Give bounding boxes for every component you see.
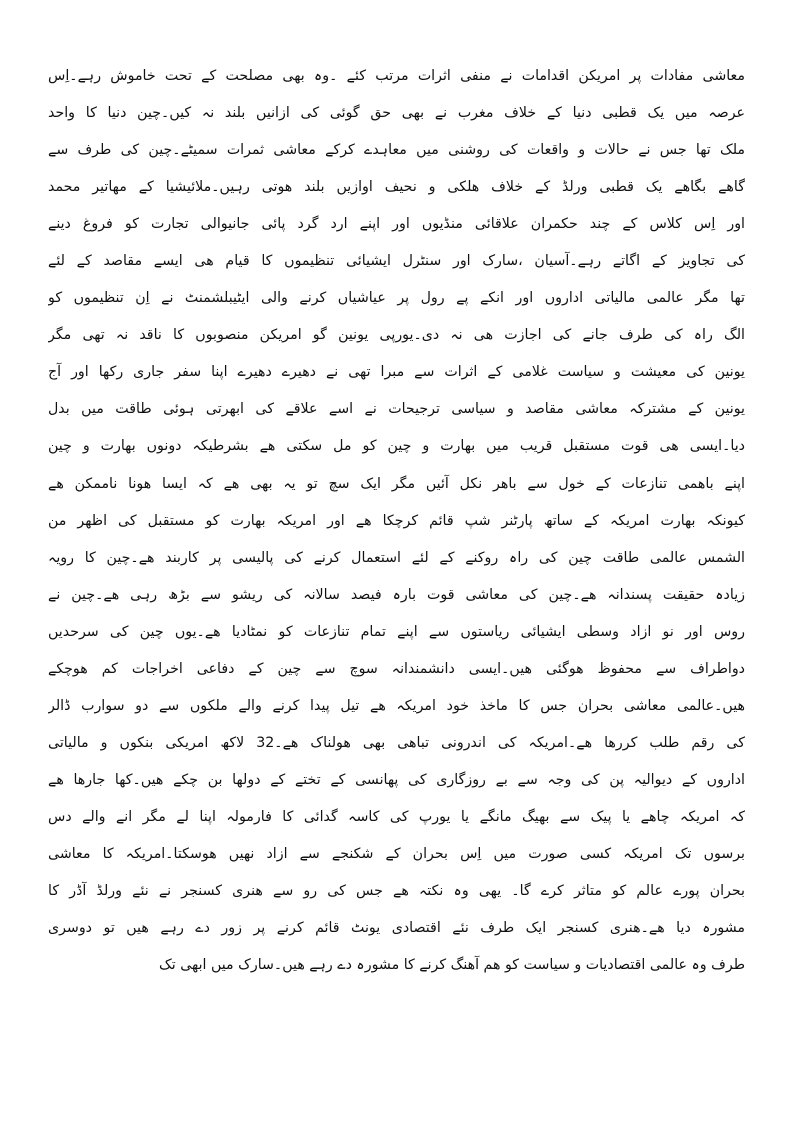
text-line: زیادہ حقیقت پسندانہ ھے۔چین کی معاشی قوت بارہ فیصد سالانہ کی ریشو سے بڑھ رہی ھے۔چین نے (48, 586, 745, 603)
text-line: بحران پورے عالم کو متاثر کرے گا۔ یھی وہ نکتہ ھے جس کی رو سے ھنری کسنجر نے نئے ورلڈ آڈر کا (48, 883, 745, 900)
text-line: اداروں کے دیوالیہ پن کی وجہ سے بے روزگاری کی پھانسی کے تختے کے دولھا بن چکے ھیں۔کھا جارھا ھے (48, 771, 745, 788)
text-line: دواطراف سے محفوظ ھوگئی ھیں۔ایسی دانشمندانہ سوچ سے چین کے دفاعی اخراجات کم ھوچکے (48, 660, 745, 677)
text-line: عرصہ میں یک قطبی دنیا کے خلاف مغرب نے بھی حق گوئی کی ازانیں بلند نہ کیں۔چین دنیا کا واحد (48, 105, 745, 122)
text-line: طرف وہ عالمی اقتصادیات و سیاست کو ھم آھنگ کرنے کا مشورہ دے رہے ھیں۔سارک میں ابھی تک (159, 957, 745, 974)
text-line: کی تجاویز کے اگاتے رہے۔آسیان ،سارک اور سنٹرل ایشیائی تنظیموں کا قیام ھی ایسے مقاصد کے لئے (48, 253, 745, 270)
text-line: یونین کی معیشت و سیاست غلامی کے اثرات سے مبرا تھی نے دھیرے دھیرے اپنا سفر جاری رکھا اور آج (48, 364, 745, 381)
text-line: دیا۔ایسی ھی قوت مستقبل قریب میں بھارت و چین کو مل سکتی ھے بشرطیکہ دونوں بھارت و چین (48, 438, 745, 455)
text-line: کہ امریکہ چاھے یا پیک سے بھیگ مانگے یا یورپ کی کاسہ گدائی کا فارمولہ اپنا لے مگر انے والے دس (48, 808, 745, 825)
text-line: کی رقم طلب کررھا ھے۔امریکہ کی اندرونی تباھی بھی ھولناک ھے۔32 لاکھ امریکی بنکوں و مالیاتی (48, 734, 745, 751)
text-line: اپنے باھمی تنازعات کے خول سے باھر نکل آئیں مگر ایک سچ تو یہ بھی ھے کہ ایسا ھونا ناممکن ھے (48, 475, 745, 492)
text-line: معاشی مفادات پر امریکن اقدامات نے منفی اثرات مرتب کئے ۔وہ بھی مصلحت کے تحت خاموش رہے۔اِس (48, 68, 745, 84)
text-line: مشورہ دیا ھے۔ھنری کسنجر ایک طرف نئے اقتصادی یونٹ قائم کرنے پر زور دے رہے ھیں تو دوسری (48, 920, 745, 937)
text-line: یونین کے مشترکہ معاشی مقاصد و سیاسی ترجیحات نے اسے علاقے کی ابھرتی ہوئی طاقت میں بدل (48, 401, 745, 418)
text-line: برسوں تک امریکہ کسی صورت میں اِس بحران کے شکنجے سے ازاد نھیں ھوسکتا۔امریکہ کا معاشی (48, 845, 745, 862)
text-line: تھا مگر عالمی مالیاتی اداروں اور انکے پے رول پر عیاشیاں کرنے والی ایٹیبلشمنٹ نے اِن تنظیموں کو (48, 290, 745, 307)
text-line: کیونکہ بھارت امریکہ کے ساتھ پارٹنر شپ قائم کرچکا ھے اور امریکہ بھارت کو مستقبل کی اظھر من (48, 512, 745, 529)
text-line: گاھے بگاھے یک قطبی ورلڈ کے خلاف ھلکی و نحیف اوازیں بلند ھوتی رہیں۔ملائیشیا کے مھاتیر محمد (48, 179, 745, 196)
text-line: ھیں۔عالمی معاشی بحران جس کا ماخذ خود امریکہ ھے تیل پیدا کرنے والے ملکوں سے دو سوارب ڈالر (48, 697, 745, 714)
text-line: الشمس عالمی طاقت چین کی راہ روکنے کے لئے استعمال کرنے کی پالیسی پر کاربند ھے۔چین کا رویہ (48, 549, 745, 566)
text-line: الگ راہ کی طرف جانے کی اجازت ھی نہ دی۔یورپی یونین گو امریکن منصوبوں کا ناقد نہ تھی مگر (48, 327, 745, 344)
article-body (48, 58, 745, 984)
text-line: ملک تھا جس نے حالات و واقعات کی روشنی میں معاہدے کرکے معاشی ثمرات سمیٹے۔چین کی طرف سے (48, 142, 745, 159)
text-line: روس اور نو ازاد وسطی ایشیائی ریاستوں سے اپنے تمام تنازعات کو نمٹادیا ھے۔یوں چین کی سرحدیں (48, 623, 745, 640)
text-line: اور اِس کلاس کے چند حکمران علاقائی منڈیوں اور اپنے ارد گرد پائی جانیوالی تجارت کو فروغ دینے (48, 216, 745, 233)
